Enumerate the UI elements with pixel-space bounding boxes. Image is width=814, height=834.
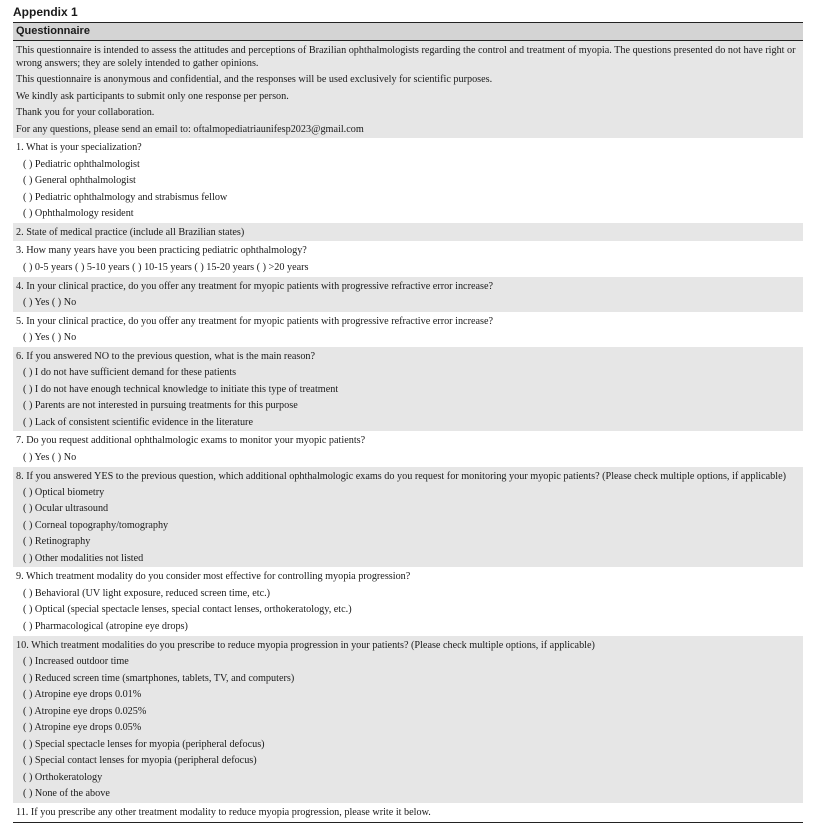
option-text: ( ) Reduced screen time (smartphones, tablets, TV, and computers) bbox=[23, 672, 295, 684]
question-block bbox=[13, 431, 803, 466]
question-block bbox=[13, 241, 803, 276]
intro-section bbox=[13, 41, 803, 138]
question-text: 6. If you answered NO to the previous question, what is the main reason? bbox=[16, 350, 316, 362]
option-text: ( ) I do not have enough technical knowledge to initiate this type of treatment bbox=[23, 383, 339, 395]
question-block bbox=[13, 223, 803, 242]
question-block bbox=[13, 467, 803, 568]
option-text: ( ) Other modalities not listed bbox=[23, 552, 144, 564]
option-text: ( ) Corneal topography/tomography bbox=[23, 519, 169, 531]
intro-paragraph: This questionnaire is anonymous and confidential, and the responses will be used exclusively for scientific purposes. bbox=[16, 74, 493, 85]
option-text: ( ) Ocular ultrasound bbox=[23, 503, 109, 515]
question-block bbox=[13, 567, 803, 635]
question-text: 7. Do you request additional ophthalmologic exams to monitor your myopic patients? bbox=[16, 435, 366, 447]
intro-email: For any questions, please send an email to: oftalmopediatriaunifesp2023@gmail.com bbox=[16, 123, 364, 135]
question-block bbox=[13, 803, 803, 822]
questionnaire-table bbox=[13, 22, 803, 823]
question-text: 11. If you prescribe any other treatment modality to reduce myopia progression, please write it below. bbox=[16, 806, 431, 818]
option-text: ( ) Special spectacle lenses for myopia (peripheral defocus) bbox=[23, 738, 265, 750]
option-text: ( ) Yes ( ) No bbox=[23, 297, 77, 309]
option-text: ( ) Lack of consistent scientific evidence in the literature bbox=[23, 416, 253, 428]
option-text: ( ) 0-5 years ( ) 5-10 years ( ) 10-15 years ( ) 15-20 years ( ) >20 years bbox=[23, 262, 309, 274]
option-text: ( ) Atropine eye drops 0.05% bbox=[23, 722, 142, 734]
question-block bbox=[13, 312, 803, 347]
question-text: 8. If you answered YES to the previous question, which additional ophthalmologic exams do you request for monitoring your myopic patients? (Please check multiple options, if applicable) bbox=[16, 470, 787, 482]
question-block bbox=[13, 636, 803, 803]
option-text: ( ) Increased outdoor time bbox=[23, 656, 129, 668]
option-text: ( ) Orthokeratology bbox=[23, 771, 103, 783]
option-text: ( ) Pediatric ophthalmology and strabismus fellow bbox=[23, 191, 228, 203]
option-text: ( ) Special contact lenses for myopia (peripheral defocus) bbox=[23, 755, 257, 767]
question-text: 9. Which treatment modality do you consider most effective for controlling myopia progression? bbox=[16, 571, 411, 583]
option-text: ( ) I do not have sufficient demand for these patients bbox=[23, 367, 237, 379]
question-block bbox=[13, 138, 803, 223]
appendix-title: Appendix 1 bbox=[13, 5, 78, 19]
question-text: 1. What is your specialization? bbox=[16, 142, 142, 154]
option-text: ( ) Pediatric ophthalmologist bbox=[23, 158, 140, 170]
question-text: 4. In your clinical practice, do you offer any treatment for myopic patients with progressive refractive error increase? bbox=[16, 280, 494, 292]
option-text: ( ) Optical (special spectacle lenses, special contact lenses, orthokeratology, etc.) bbox=[23, 604, 352, 616]
option-text: ( ) Optical biometry bbox=[23, 486, 105, 498]
option-text: ( ) Behavioral (UV light exposure, reduced screen time, etc.) bbox=[23, 587, 271, 599]
option-text: ( ) General ophthalmologist bbox=[23, 175, 136, 187]
option-text: ( ) Parents are not interested in pursuing treatments for this purpose bbox=[23, 400, 298, 412]
option-text: ( ) Pharmacological (atropine eye drops) bbox=[23, 620, 188, 632]
option-text: ( ) Yes ( ) No bbox=[23, 452, 77, 464]
intro-paragraph: This questionnaire is intended to assess the attitudes and perceptions of Brazilian ophthalmologists regarding the control and treatment of myopia. The questions presented do not have right or wrong answers; they are solely intended to gather opinions. bbox=[16, 45, 796, 69]
option-text: ( ) None of the above bbox=[23, 788, 110, 800]
question-block bbox=[13, 277, 803, 312]
intro-paragraph: We kindly ask participants to submit only one response per person. bbox=[16, 90, 289, 102]
option-text: ( ) Atropine eye drops 0.01% bbox=[23, 689, 142, 701]
question-text: 2. State of medical practice (include all Brazilian states) bbox=[16, 226, 245, 238]
option-text: ( ) Atropine eye drops 0.025% bbox=[23, 705, 147, 717]
question-text: 5. In your clinical practice, do you offer any treatment for myopic patients with progressive refractive error increase? bbox=[16, 315, 494, 327]
question-text: 3. How many years have you been practicing pediatric ophthalmology? bbox=[16, 245, 307, 257]
option-text: ( ) Ophthalmology resident bbox=[23, 208, 134, 220]
intro-paragraph: Thank you for your collaboration. bbox=[16, 107, 155, 119]
question-block bbox=[13, 347, 803, 432]
option-text: ( ) Retinography bbox=[23, 536, 91, 548]
question-text: 10. Which treatment modalities do you prescribe to reduce myopia progression in your patients? (Please check multiple options, if applicable) bbox=[16, 639, 595, 651]
option-text: ( ) Yes ( ) No bbox=[23, 332, 77, 344]
table-header: Questionnaire bbox=[13, 23, 803, 41]
